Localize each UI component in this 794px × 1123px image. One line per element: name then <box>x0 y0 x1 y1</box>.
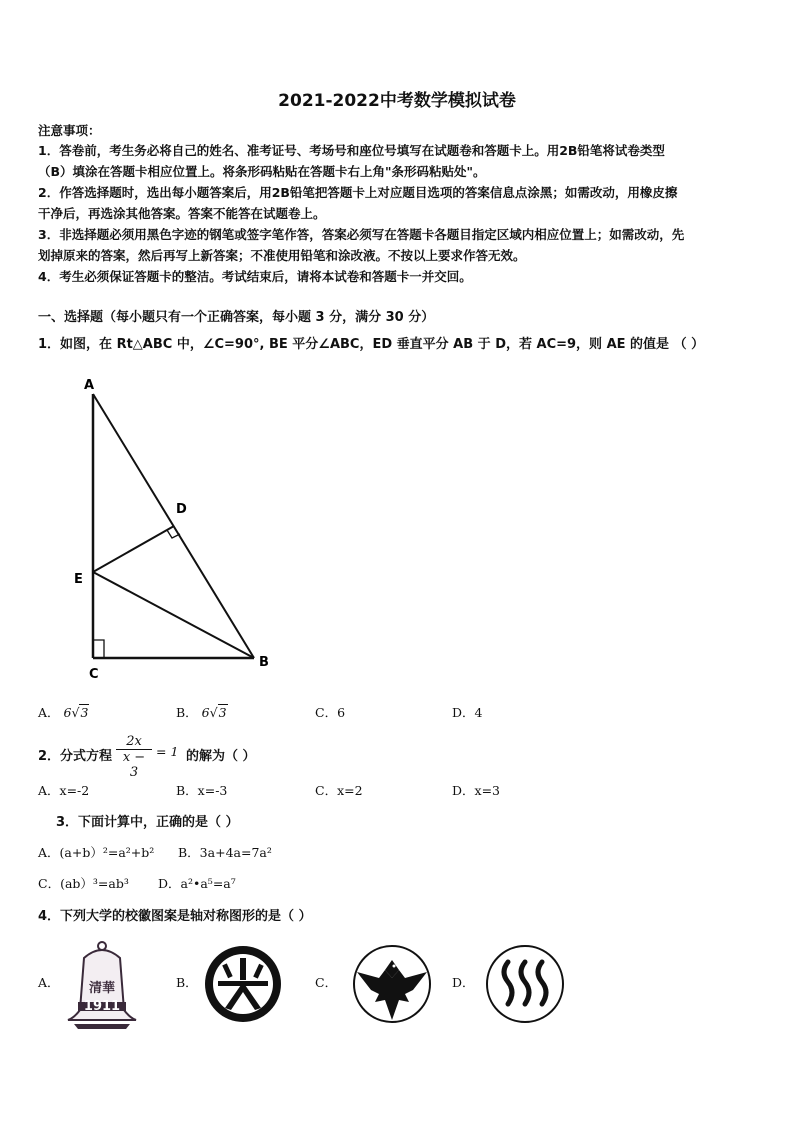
q1-triangle-figure <box>70 372 290 687</box>
label-c: C <box>89 667 99 682</box>
q1-option-c: C．6 <box>315 705 346 720</box>
q1-stem: 1．如图，在 Rt△ABC 中，∠C=90°, BE 平分∠ABC，ED 垂直平分 AB 于 D，若 AC=9，则 AE 的值是 （ ） <box>38 337 705 352</box>
segment-be <box>93 572 254 658</box>
q2-prefix: 2．分式方程 <box>38 749 113 764</box>
q2-option-c: C．x=2 <box>315 783 363 798</box>
q3-option-b: B．3a+4a=7a² <box>178 845 272 860</box>
q2-option-a: A．x=-2 <box>38 783 90 798</box>
label-b: B <box>259 655 269 670</box>
right-angle-mark-c <box>93 640 104 658</box>
label-e: E <box>74 572 83 587</box>
notice-line-3: 2．作答选择题时，选出每小题答案后，用2B铅笔把答题卡上对应题目选项的答案信息点涂黑；如需改动，用橡皮擦 <box>38 185 678 200</box>
notice-label: 注意事项： <box>38 123 101 138</box>
q4-option-b-label: B． <box>176 975 198 990</box>
q2-fraction <box>116 734 152 780</box>
q1-option-b: B． 6√3 <box>176 705 227 720</box>
label-a: A <box>84 378 95 393</box>
q2-suffix: 的解为（ ） <box>186 749 256 764</box>
notice-line-2: （B）填涂在答题卡相应位置上。将条形码粘贴在答题卡右上角"条形码粘贴处"。 <box>38 164 486 179</box>
section-heading: 一、选择题（每小题只有一个正确答案，每小题 3 分，满分 30 分） <box>38 310 435 325</box>
eagle-emblem-icon <box>349 944 435 1024</box>
notice-line-4: 干净后，再选涂其他答案。答案不能答在试题卷上。 <box>38 206 326 221</box>
page-title: 2021-2022中考数学模拟试卷 <box>278 91 516 111</box>
svg-text:清華: 清華 <box>88 981 116 996</box>
q4-option-d-label: D． <box>452 975 475 990</box>
q3-option-d: D．a²•a⁵=a⁷ <box>158 876 236 891</box>
q2-option-d: D．x=3 <box>452 783 500 798</box>
svg-text:1911: 1911 <box>83 999 121 1014</box>
q3-option-a: A．(a+b）²=a²+b² <box>38 845 155 860</box>
segment-ed <box>93 526 174 572</box>
notice-line-1: 1．答卷前，考生务必将自己的姓名、准考证号、考场号和座位号填写在试题卷和答题卡上。用2B铅笔将试卷类型 <box>38 143 665 158</box>
q4-option-a-label: A． <box>38 975 60 990</box>
q2-option-b: B．x=-3 <box>176 783 228 798</box>
q4-stem: 4．下列大学的校徽图案是轴对称图形的是（ ） <box>38 909 312 924</box>
q2-numerator: 2x <box>126 734 142 749</box>
notice-line-7: 4．考生必须保证答题卡的整洁。考试结束后，请将本试卷和答题卡一并交回。 <box>38 269 472 284</box>
q3-option-c: C．(ab）³=ab³ <box>38 876 129 891</box>
peking-emblem-icon <box>203 944 283 1024</box>
q2-equals: = 1 <box>156 744 179 759</box>
wave-emblem-icon <box>484 944 566 1024</box>
tsinghua-emblem-icon <box>64 940 140 1030</box>
q3-stem: 3．下面计算中，正确的是（ ） <box>56 815 239 830</box>
q1-option-a: A． 6√3 <box>38 705 89 720</box>
notice-line-6: 划掉原来的答案，然后再写上新答案；不准使用铅笔和涂改液。不按以上要求作答无效。 <box>38 248 526 263</box>
label-d: D <box>176 502 187 517</box>
notice-line-5: 3．非选择题必须用黑色字迹的钢笔或签字笔作答，答案必须写在答题卡各题目指定区域内相应位置上；如需改动，先 <box>38 227 685 242</box>
q4-option-c-label: C． <box>315 975 338 990</box>
q1-option-d: D．4 <box>452 705 483 720</box>
q2-denominator: x − 3 <box>122 750 146 780</box>
